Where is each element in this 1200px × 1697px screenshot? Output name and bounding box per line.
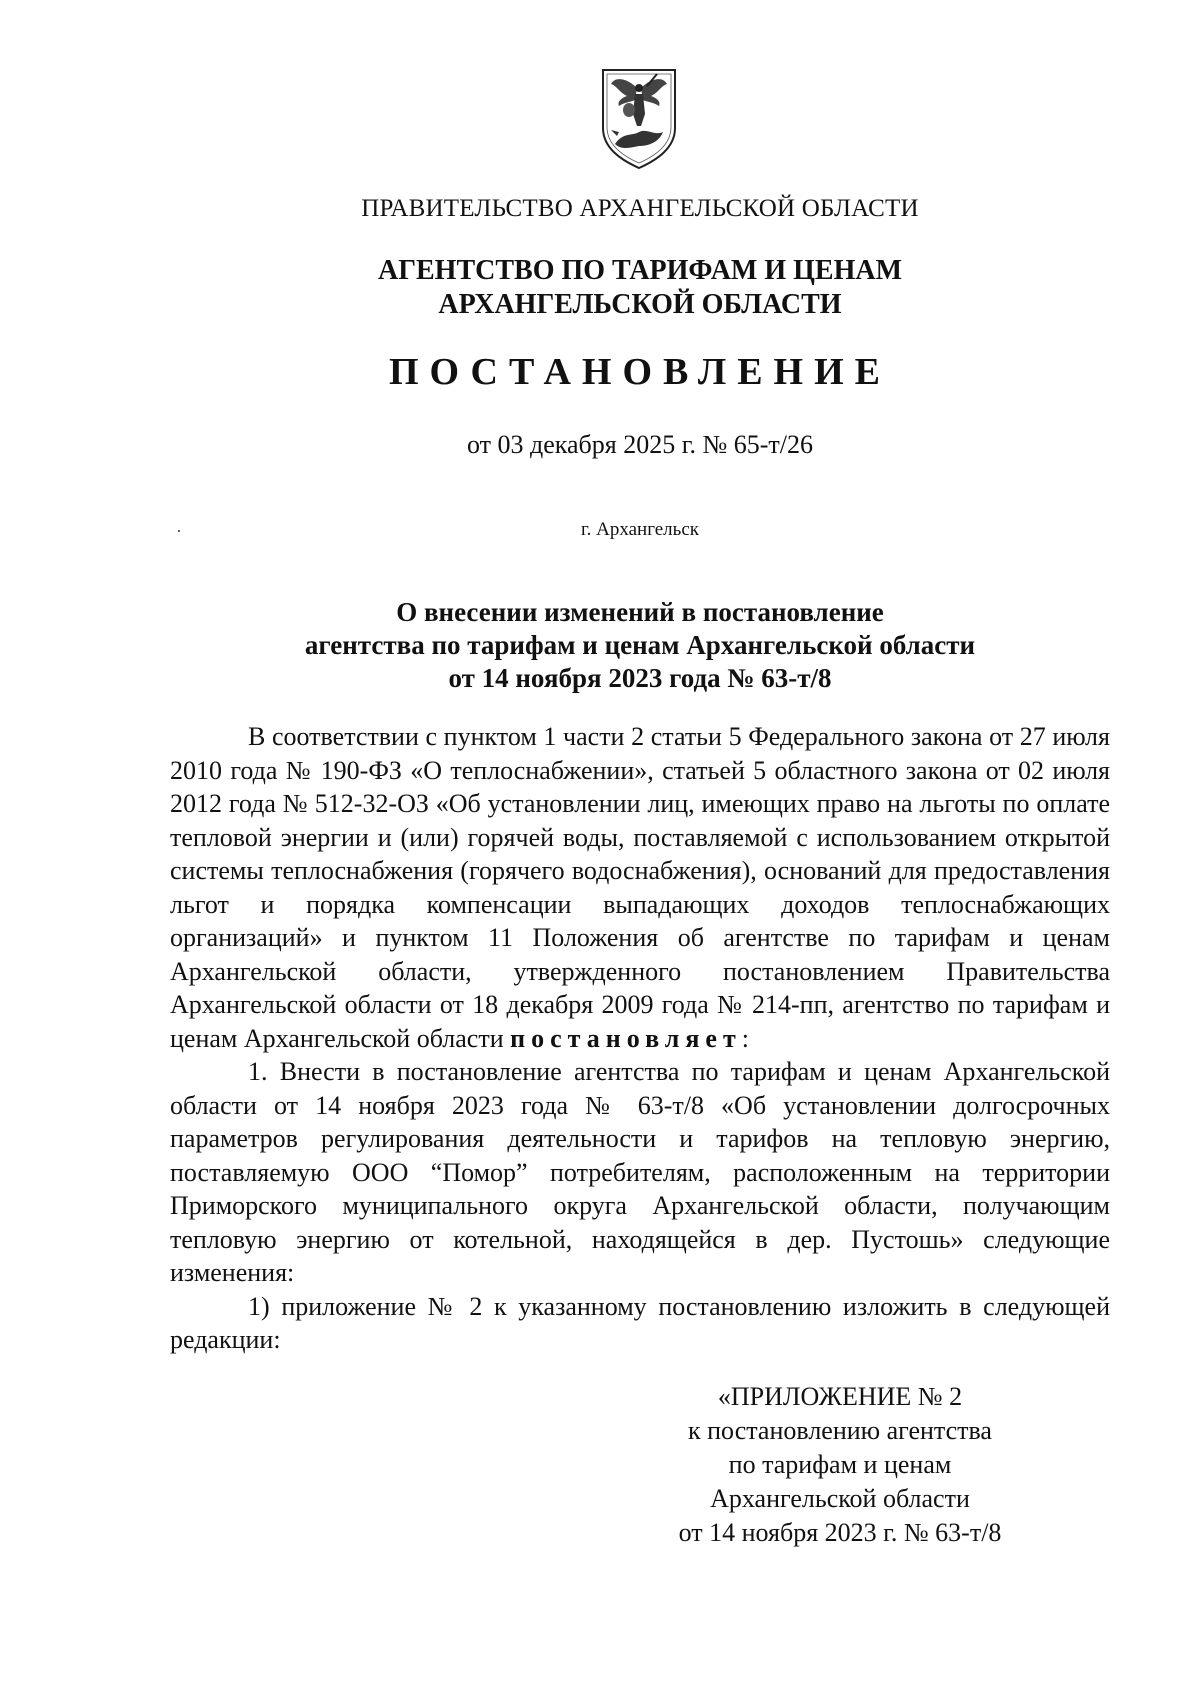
paragraph-item-1: 1. Внести в постановление агентства по тарифам и ценам Архангельской области от 14 ноября 2023 года № 63-т/8 «Об установлении долгосрочных параметров регулирования деятельности и тарифов на тепловую энергию, поставляемую ООО “Помор” потребителям, расположенным на территории Приморского муниципального округа Архангельской области, получающим тепловую энергию от котельной, находящейся в дер. Пустошь» следующие изменения:: [170, 1057, 1110, 1287]
subject-line1: О внесении изменений в постановление: [396, 597, 884, 627]
subject-line3: от 14 ноября 2023 года № 63-т/8: [448, 663, 832, 693]
annex-header: [660, 1380, 1020, 1550]
paragraph-subitem-1: 1) приложение № 2 к указанному постановлению изложить в следующей редакции:: [170, 1291, 1110, 1354]
resolution-keyword: постановляет: [510, 1023, 742, 1053]
annex-line5: от 14 ноября 2023 г. № 63-т/8: [678, 1518, 1002, 1547]
agency-name-line1: АГЕНТСТВО ПО ТАРИФАМ И ЦЕНАМ: [377, 255, 903, 286]
government-name: ПРАВИТЕЛЬСТВО АРХАНГЕЛЬСКОЙ ОБЛАСТИ: [361, 195, 919, 222]
preamble-colon: :: [741, 1023, 749, 1053]
agency-name: [0, 254, 1200, 322]
paragraph-preamble: [170, 720, 1110, 1055]
annex-line2: к постановлению агентства: [688, 1416, 992, 1445]
subject-line2: агентства по тарифам и ценам Архангельской области: [304, 630, 976, 660]
document-body: [170, 720, 1110, 1357]
document-date-number: от 03 декабря 2025 г. № 65-т/26: [466, 430, 814, 459]
arkhangelsk-coat-of-arms-icon: [597, 66, 681, 170]
agency-name-line2: АРХАНГЕЛЬСКОЙ ОБЛАСТИ: [438, 289, 842, 320]
annex-line4: Архангельской области: [710, 1484, 970, 1513]
preamble-text: В соответствии с пунктом 1 части 2 статьи 5 Федерального закона от 27 июля 2010 года № 190-ФЗ «О теплоснабжении», статьей 5 областного закона от 02 июля 2012 года № 512-32-ОЗ «Об установлении лиц, имеющих право на льготы по оплате тепловой энергии и (или) горячей воды, поставляемой с использованием открытой системы теплоснабжения (горячего водоснабжения), оснований для предоставления льгот и порядка компенсации выпадающих доходов теплоснабжающих организаций» и пунктом 11 Положения об агентстве по тарифам и ценам Архангельской области, утвержденного постановлением Правительства Архангельской области от 18 декабря 2009 года № 214-пп, агентство по тарифам и ценам Архангельской области: [170, 722, 1110, 1053]
annex-line3: по тарифам и ценам: [728, 1450, 952, 1479]
document-type: ПОСТАНОВЛЕНИЕ: [388, 351, 892, 393]
document-city: г. Архангельск: [580, 519, 699, 540]
document-subject: [0, 596, 1200, 695]
annex-line1: «ПРИЛОЖЕНИЕ № 2: [717, 1382, 963, 1411]
